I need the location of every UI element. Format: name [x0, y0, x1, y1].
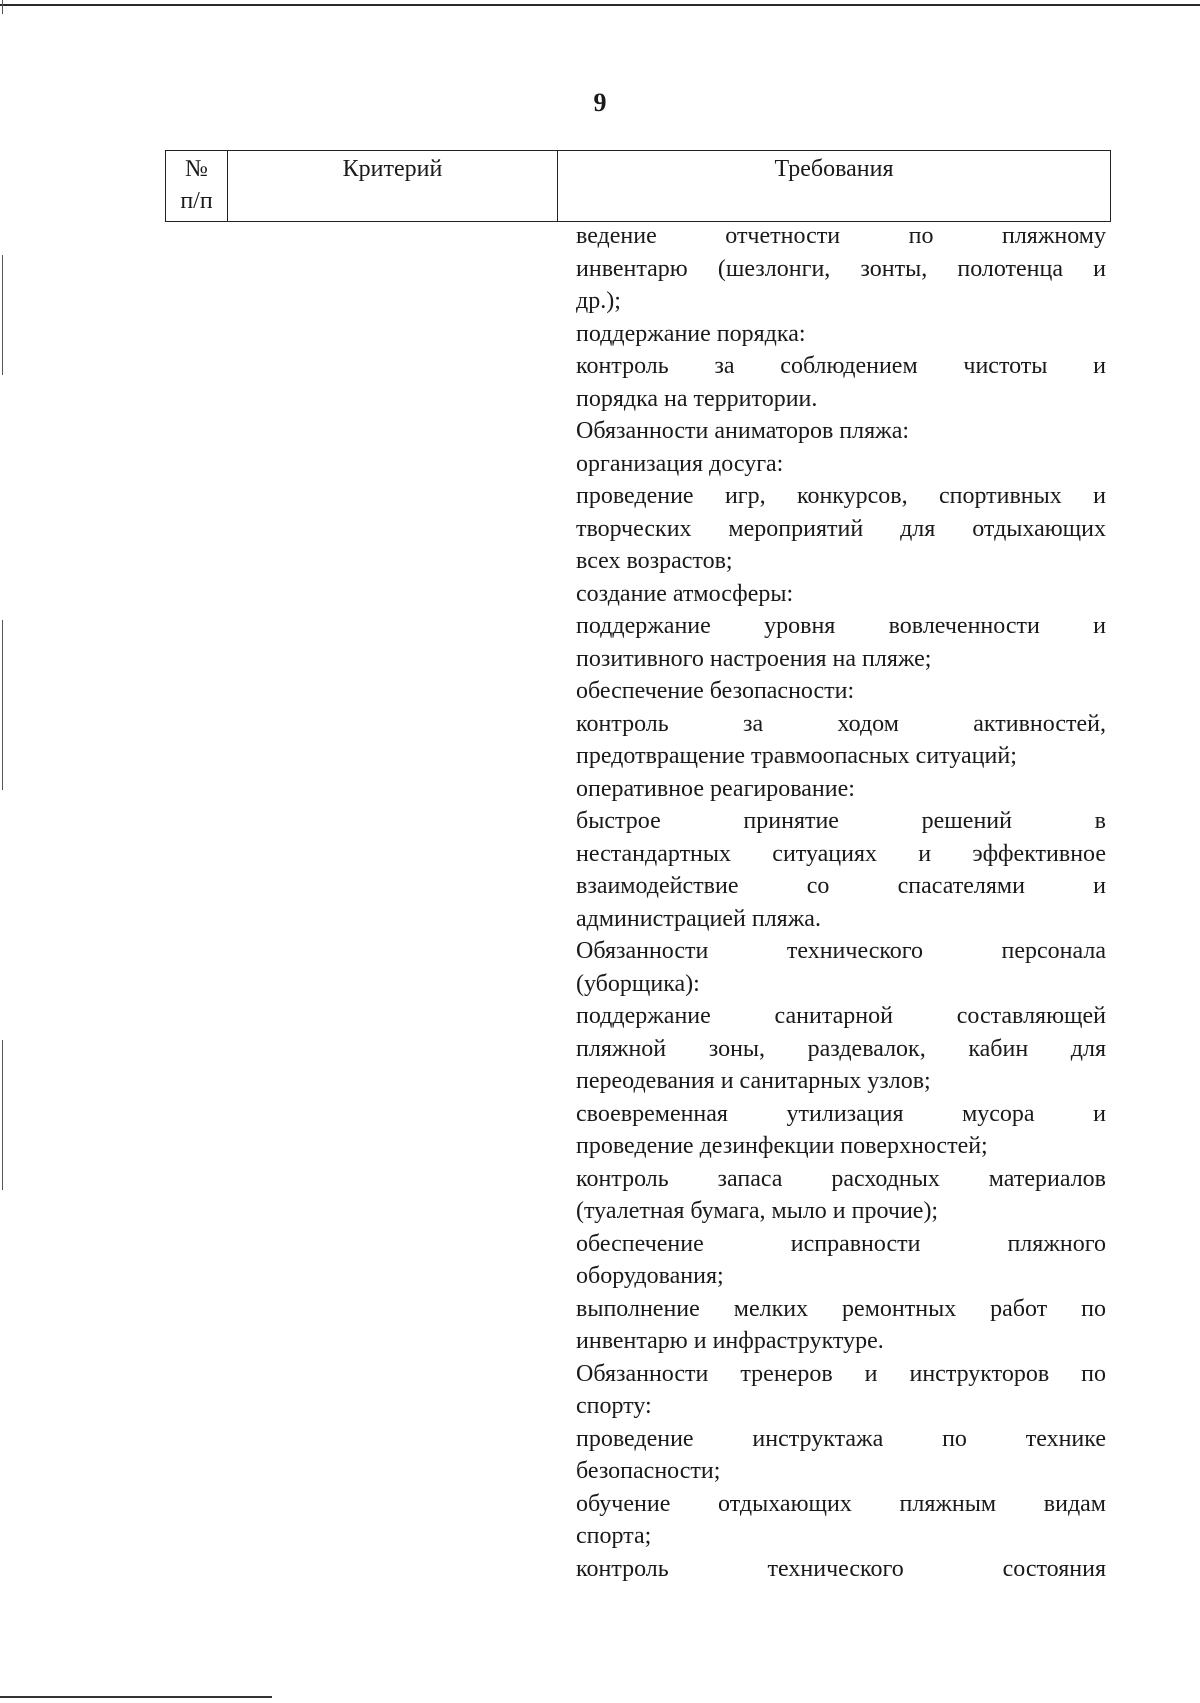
requirement-line: спорта; [576, 1523, 652, 1549]
requirement-line: выполнение мелких ремонтных работ по [576, 1295, 1106, 1322]
requirement-line: (уборщика): [576, 970, 700, 997]
requirement-line: всех возрастов; [576, 548, 733, 574]
requirement-line: проведение дезинфекции поверхностей; [576, 1133, 988, 1159]
requirement-line: проведение инструктажа по технике [576, 1425, 1106, 1452]
header-criterion: Критерий [228, 151, 558, 222]
scan-edge-bottom [0, 1696, 272, 1698]
requirement-line: оперативное реагирование: [576, 775, 855, 802]
scan-edge-left [2, 255, 3, 375]
requirement-line: контроль запаса расходных материалов [576, 1165, 1106, 1192]
requirement-line: Обязанности технического персонала [576, 938, 1106, 964]
page-number: 9 [593, 88, 607, 117]
requirement-line: контроль технического состояния [576, 1555, 1106, 1582]
requirement-line: переодевания и санитарных узлов; [576, 1068, 931, 1094]
requirement-line: поддержание санитарной составляющей [576, 1003, 1106, 1029]
requirement-line: др.); [576, 288, 621, 314]
requirement-line: Обязанности аниматоров пляжа: [576, 418, 910, 444]
requirement-line: поддержание уровня вовлеченности и [576, 613, 1106, 639]
header-number: № п/п [166, 151, 228, 222]
requirement-line: нестандартных ситуациях и эффективное [576, 840, 1106, 867]
scan-edge-left [2, 620, 3, 790]
requirement-line: порядка на территории. [576, 385, 818, 412]
requirement-line: обучение отдыхающих пляжным видам [576, 1490, 1106, 1517]
requirement-line: организация досуга: [576, 450, 784, 477]
requirement-line: поддержание порядка: [576, 320, 806, 347]
requirement-line: контроль за соблюдением чистоты и [576, 353, 1106, 379]
requirements-text [576, 220, 1106, 1585]
requirement-line: своевременная утилизация мусора и [576, 1100, 1106, 1127]
header-requirements: Требования [558, 151, 1111, 222]
requirements-table [165, 150, 1111, 222]
scan-edge-top [0, 4, 1200, 6]
requirement-line: предотвращение травмоопасных ситуаций; [576, 743, 1017, 769]
requirement-line: создание атмосферы: [576, 580, 794, 607]
requirement-line: творческих мероприятий для отдыхающих [576, 515, 1106, 542]
requirement-line: оборудования; [576, 1263, 724, 1289]
scan-edge-left [2, 0, 3, 14]
table-header-row [166, 151, 1111, 222]
requirement-line: администрацией пляжа. [576, 905, 821, 932]
requirement-line: Обязанности тренеров и инструкторов по [576, 1360, 1106, 1387]
scan-edge-left [2, 1040, 3, 1190]
requirement-line: (туалетная бумага, мыло и прочие); [576, 1198, 939, 1224]
requirement-line: взаимодействие со спасателями и [576, 873, 1106, 899]
requirement-line: инвентарю (шезлонги, зонты, полотенца и [576, 255, 1106, 282]
requirement-line: ведение отчетности по пляжному [576, 223, 1106, 249]
requirement-line: позитивного настроения на пляже; [576, 645, 932, 672]
requirement-line: проведение игр, конкурсов, спортивных и [576, 483, 1106, 509]
requirement-line: инвентарю и инфраструктуре. [576, 1328, 884, 1354]
requirement-line: безопасности; [576, 1458, 721, 1484]
requirement-line: быстрое принятие решений в [576, 808, 1106, 834]
requirement-line: спорту: [576, 1393, 652, 1419]
requirement-line: пляжной зоны, раздевалок, кабин для [576, 1035, 1106, 1062]
requirement-line: контроль за ходом активностей, [576, 710, 1106, 737]
requirement-line: обеспечение безопасности: [576, 678, 855, 704]
requirement-line: обеспечение исправности пляжного [576, 1230, 1106, 1257]
